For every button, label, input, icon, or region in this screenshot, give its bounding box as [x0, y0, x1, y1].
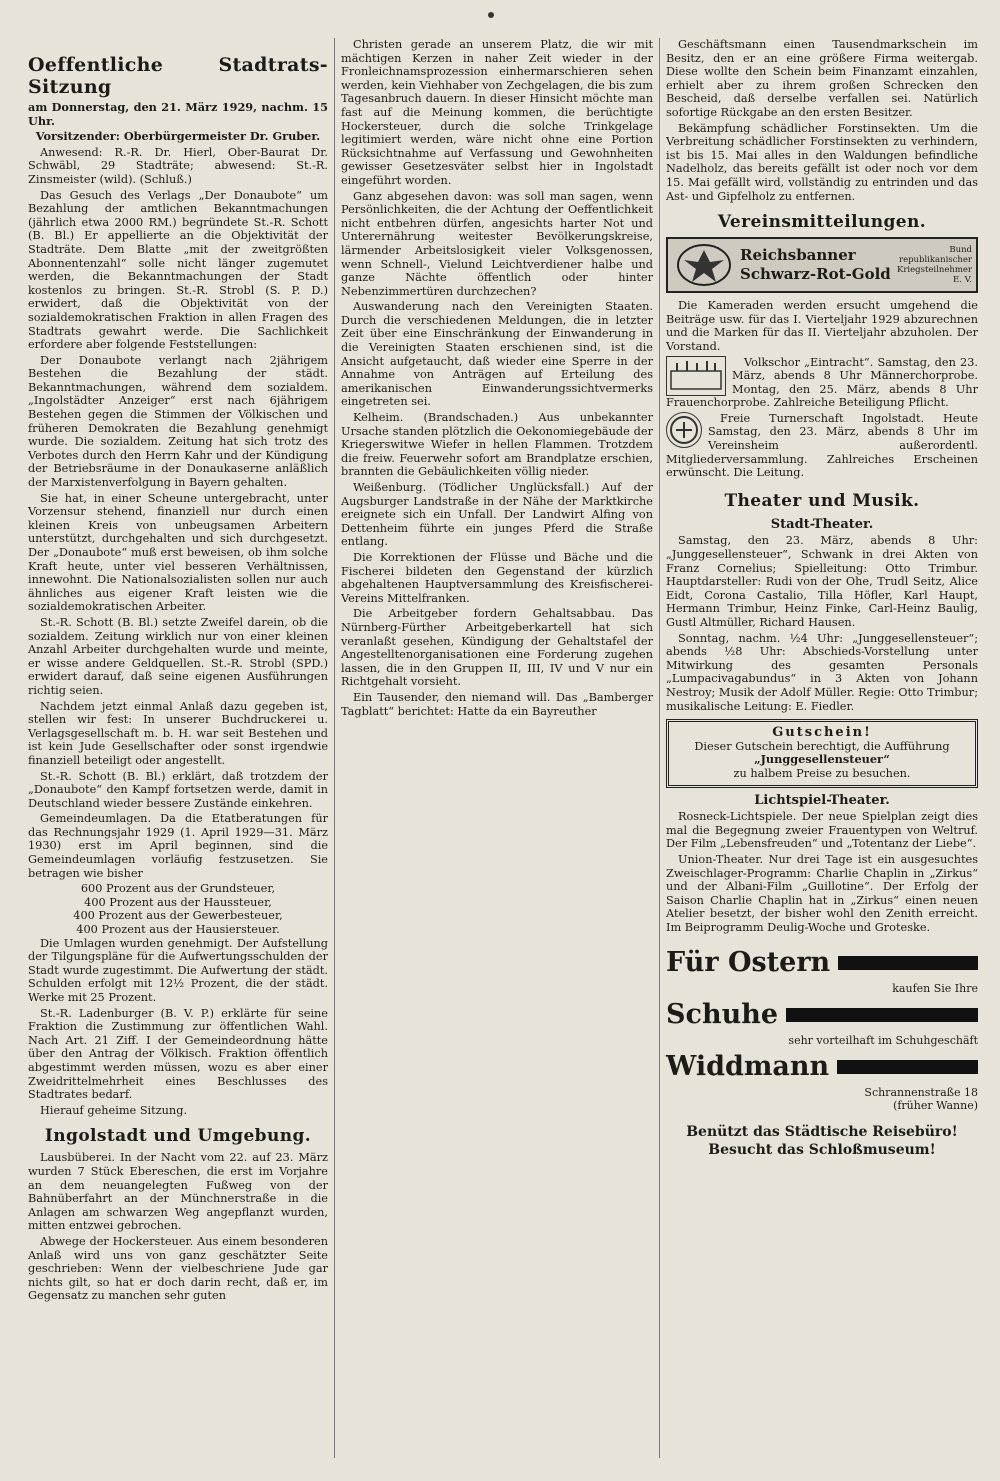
news-weissenburg: Weißenburg. (Tödlicher Unglücksfall.) Auf der Augsburger Landstraße in der Nähe der Marktkirche ereignete sich ein Unfall. Der Landwirt Alfing von Dettenheim führte ein junges Pferd die Straße entlang. [341, 481, 653, 549]
council-present: Anwesend: R.-R. Dr. Hierl, Ober-Baurat Dr. Schwäbl, 29 Stadträte; abwesend: St.-R. Zinsmeister (wild). (Schluß.) [28, 145, 328, 186]
ad-bar [786, 1008, 978, 1022]
council-paragraph-7: Gemeindeumlagen. Da die Etatberatungen für das Rechnungsjahr 1929 (1. April 1929—31. März 1930) erst im April beginnen, sind die Gemeindeumlagen vorläufig festzusetzen. Sie betragen wie bisher [28, 812, 328, 880]
print-mark [488, 12, 494, 18]
ad-row-1 [666, 944, 978, 982]
banner-subtitle: Bund republikanischer Kriegsteilnehmer E. V. [897, 245, 972, 286]
voucher-line-3: zu halbem Preise zu besuchen. [733, 766, 911, 780]
voucher-box [666, 719, 978, 787]
banner-name-line-1: Reichsbanner [740, 246, 856, 265]
column-3 [660, 38, 984, 1458]
voucher-title: Gutschein! [772, 725, 872, 741]
council-paragraph-8: Die Umlagen wurden genehmigt. Der Aufstellung der Tilgungspläne für die Aufwertungsschulden der Stadt wurde zugestimmt. Die Aufwertung der städt. Schulden erfolgt mit 12½ Prozent, die der städt. Werke mit 25 Prozent. [28, 936, 328, 1004]
local-news-2: Abwege der Hockersteuer. Aus einem besonderen Anlaß wird uns von ganz geschätzter Seite geschrieben: Wenn der vielbeschriene Jude gar nichts gilt, so hat er doch darin recht, daß er, im Gegensatz zu manchen sehr guten [28, 1234, 328, 1303]
choir-notice-block [666, 356, 978, 412]
news-fisheries: Die Korrektionen der Flüsse und Bäche und die Fischerei bildeten den Gegenstand der kürzlich abgehaltenen Hauptversammlung des Kreisfischerei-Vereins Mittelfranken. [341, 550, 653, 605]
theater-sunday: Sonntag, nachm. ½4 Uhr: „Junggesellensteuer“; abends ½8 Uhr: Abschieds-Vorstellung unter Mitwirkung des gesamten Personals „Lumpacivagabundus“ in 3 Akten von Johann Nestroy; Musik der Adolf Müller. Regie: Otto Trimbur; musikalische Leitung: E. Fiedler. [666, 631, 978, 713]
ad-bar [838, 956, 978, 970]
association-notice-1: Die Kameraden werden ersucht umgehend die Beiträge usw. für das I. Vierteljahr 1929 abzurechnen und die Marken für das II. Vierteljahr abzuholen. Der Vorstand. [666, 299, 978, 353]
reichsbanner-banner [666, 237, 978, 293]
gym-notice-block [666, 412, 978, 482]
council-paragraph-9: St.-R. Ladenburger (B. V. P.) erklärte für seine Fraktion die Zustimmung zur öffentlichen Wahl. Nach Art. 21 Ziff. I der Gemeindeordnung hätte über den Antrag der Völkisch. Fraktion öffentlich abgestimmt werden müssen, wozu es aber einer Zweidrittelmehrheit eines Beschlusses des Stadtrates bedarf. [28, 1006, 328, 1102]
cinema-union: Union-Theater. Nur drei Tage ist ein ausgesuchtes Zweischlager-Programm: Charlie Chaplin in „Zirkus“ und der Albani-Film „Guillotine“. Der Erfolg der Saison Charlie Chaplin hat in „Zirkus“ einen neuen Atelier besetzt, der bisher wohl den Zenith erreicht. Im Beiprogramm Deulig-Woche und Groteske. [666, 852, 978, 934]
ad-address-note: (früher Wanne) [893, 1099, 978, 1113]
ad-buy-text: kaufen Sie Ihre [892, 982, 978, 996]
rate-line: 400 Prozent aus der Haussteuer, [84, 895, 272, 909]
council-end: Hierauf geheime Sitzung. [40, 1103, 188, 1117]
news-emigration: Auswanderung nach den Vereinigten Staaten. Durch die verschiedenen Meldungen, die in letzter Zeit über eine Einschränkung der Einwanderung in die Vereinigten Staaten erschienen sind, ist die Ansicht aufgetaucht, daß wieder eine Sperre in der Annahme von Anträgen auf Erteilung des amerikanischen Einwanderungssichtvermerks eingetreten sei. [341, 300, 653, 409]
council-date: am Donnerstag, den 21. März 1929, nachm. 15 Uhr. [28, 100, 328, 128]
news-salaries: Die Arbeitgeber fordern Gehaltsabbau. Das Nürnberg-Fürther Arbeitgeberkartell hat sich veranlaßt gesehen, Kündigung der Gehaltstafel der Angestelltenorganisationen eine Forderung zugehen lassen, die in den Gruppen II, III, IV und V nur ein Richtgehalt vorsieht. [341, 607, 653, 689]
ad-shop-text: sehr vorteilhaft im Schuhgeschäft [788, 1034, 978, 1048]
voucher-play-title: „Junggesellensteuer“ [754, 752, 890, 767]
council-paragraph-1: Das Gesuch des Verlags „Der Donaubote“ um Bezahlung der amtlichen Bekanntmachungen (jährlich etwa 2000 RM.) begründete St.-R. Schott (B. Bl.) Er appellierte an die Objektivität der Stadträte. Dem Blatte „mit der zweitgrößten Abonnentenzahl“ solle nicht länger zugemutet werden, die Bekanntmachungen der Stadt kostenlos zu bringen. St.-R. Strobl (S. P. D.) erwidert, daß die Objektivität von der sozialdemokratischen Fraktion in allen Fragen des Stadtrats gewahrt werde. Die Sachlichkeit erfordere aber folgende Feststellungen: [28, 188, 328, 352]
column-1 [22, 38, 335, 1458]
banner-name-line-2: Schwarz-Rot-Gold [740, 265, 891, 284]
ad-row-2 [666, 996, 978, 1034]
council-paragraph-3: Sie hat, in einer Scheune untergebracht, unter Vorzensur stehend, finanziell nur durch einen kleinen Kreis von unbeugsamen Arbeitern unterstützt, durchgehalten und sich durchgesetzt. Der „Donaubote“ muß erst beweisen, ob ihm solche Kraft heute, unter viel besseren Verhältnissen, innewohnt. Die Nationalsozialisten sollen nur auch ähnliches aus eigener Kraft leisten wie die sozialdemokratischen Arbeiter. [28, 491, 328, 614]
section-title-ingolstadt: Ingolstadt und Umgebung. [44, 1126, 312, 1147]
ad-shop-name: Widdmann [666, 1050, 830, 1082]
rate-line: 400 Prozent aus der Gewerbesteuer, [73, 909, 283, 923]
council-paragraph-5: Nachdem jetzt einmal Anlaß dazu gegeben ist, stellen wir fest: In unserer Buchdruckerei u. Verlagsgesellschaft m. b. H. war seit Bestehen und ist kein Jude Gesellschafter oder sonst irgendwie finanziell beteiligt oder angestellt. [28, 699, 328, 767]
rate-line: 600 Prozent aus der Grundsteuer, [80, 882, 276, 896]
ad-address: Schrannenstraße 18 [864, 1085, 978, 1099]
ad-row-3 [666, 1048, 978, 1086]
section-title-associations: Vereinsmitteilungen. [717, 212, 927, 233]
city-theater-title: Stadt-Theater. [770, 516, 874, 532]
eagle-icon [674, 242, 734, 288]
columns [22, 38, 984, 1458]
gym-logo-icon [666, 412, 702, 448]
ad-headline-shoes: Schuhe [666, 999, 779, 1031]
cinema-rosneck: Rosneck-Lichtspiele. Der neue Spielplan zeigt dies mal die Begegnung zweier Frauentypen von Weltruf. Der Film „Lebensfreuden“ und „Totentanz der Liebe“. [666, 810, 978, 851]
choir-logo-icon [666, 356, 726, 396]
council-paragraph-2: Der Donaubote verlangt nach 2jährigem Bestehen die Bezahlung der städt. Bekanntmachungen, während dem sozialdem. „Ingolstädter Anzeiger“ erst nach 6jährigem Bestehen gegen die Stimmen der Völkischen und früheren Demokraten die Bezahlung genehmigt wurde. Die sozialdem. Zeitung hat sich trotz des Verbotes durch den Herrn Kahr und der Kündigung der Betriebsräume in der Donaukaserne anläßlich der Marxistenverfolgung in Bayern gehalten. [28, 353, 328, 490]
council-chair: Vorsitzender: Oberbürgermeister Dr. Gruber. [35, 129, 321, 144]
continued-text-1: Christen gerade an unserem Platz, die wir mit mächtigen Kerzen in naher Zeit wieder in der Fronleichnamsprozession einhermarschieren sehen werden, kein Viehhaber von Zechgelagen, die bis zum Tagesanbruch dauern. In dieser Hinsicht möchte man fast auf die Meinung kommen, die berüchtigte Hockersteuer, durch die solche Trinkgelage legitimiert werden, wäre nicht ohne eine Portion Rücksichtnahme auf Verfassung und Gewohnheiten gewisser Gesetzesväter selbst hier in Ingolstadt eingeführt worden. [341, 38, 653, 187]
banner-name [740, 246, 892, 284]
banknote-continued: Geschäftsmann einen Tausendmarkschein im Besitz, den er an eine größere Firma weitergab. Diese wollte den Schein beim Finanzamt einzahlen, erhielt aber zu ihrem großen Schrecken den Bescheid, daß derselbe verfallen sei. Natürlich sofortige Rückgabe an den ersten Besitzer. [666, 38, 978, 119]
shoe-advertisement [666, 944, 978, 1112]
column-2 [335, 38, 660, 1458]
ad-bar [837, 1060, 978, 1074]
cinema-title: Lichtspiel-Theater. [754, 792, 890, 808]
forest-insects: Bekämpfung schädlicher Forstinsekten. Um die Verbreitung schädlicher Forstinsekten zu verhindern, ist bis 15. Mai alles in den Waldungen befindliche Nadelholz, das bereits gefällt ist oder noch vor dem 15. Mai gefällt wird, vollständig zu entrinden und das Ast- und Gipfelholz zu entfernen. [666, 121, 978, 203]
section-title-theater: Theater und Musik. [724, 490, 920, 511]
article-title-council: Oeffentliche Stadtrats-Sitzung [28, 54, 328, 98]
ad-headline-easter: Für Ostern [666, 947, 831, 979]
footer-notice [666, 1123, 978, 1159]
continued-text-2: Ganz abgesehen davon: was soll man sagen, wenn Persönlichkeiten, die der Achtung der Oeffentlichkeit nicht entbehren dürfen, angesichts harter Not und Unterernährung weitester Bevölkerungskreise, lärmender Arbeitslosigkeit vieler Volksgenossen, wenn Schnell-, Vielund Leichtverdiener halbe und ganze Nächte öffentlich oder hinter Nebenzimmertüren durchzechen? [341, 189, 653, 298]
news-banknote: Ein Tausender, den niemand will. Das „Bamberger Tagblatt“ berichtet: Hatte da ein Bayreuther [341, 690, 653, 718]
council-paragraph-4: St.-R. Schott (B. Bl.) setzte Zweifel darein, ob die sozialdem. Zeitung wirklich nur von einer kleinen Anzahl Arbeiter durchgehalten wurde und meinte, er wisse andere Geldquellen. St.-R. Strobl (SPD.) erwidert darauf, daß seine eigenen Ausführungen richtig seien. [28, 615, 328, 697]
local-news-1: Lausbüberei. In der Nacht vom 22. auf 23. März wurden 7 Stück Ebereschen, die erst im Vorjahre an dem neuangelegten Fußweg von der Bahnüberfahrt an der Münchnerstraße in die Anlagen am schwarzen Weg angepflanzt wurden, mitten entzwei gebrochen. [28, 1151, 328, 1233]
theater-saturday: Samstag, den 23. März, abends 8 Uhr: „Junggesellensteuer“, Schwank in drei Akten von Franz Cornelius; Spielleitung: Otto Trimbur. Hauptdarsteller: Rudi von der Ohe, Trudl Seitz, Alice Eidt, Corona Castalio, Tilla Höfler, Karl Haupt, Hermann Trimbur, Heinz Finke, Carl-Heinz Baulig, Gustl Altmüller, Richard Hausen. [666, 534, 978, 629]
association-notice-3: Freie Turnerschaft Ingolstadt. Heute Samstag, den 23. März, abends 8 Uhr im Vereinsheim außerordentl. Mitgliederversammlung. Zahlreiches Erscheinen erwünscht. Die Leitung. [666, 411, 978, 480]
footer-travel-office: Benützt das Städtische Reisebüro! [686, 1123, 958, 1140]
news-kelheim: Kelheim. (Brandschaden.) Aus unbekannter Ursache standen plötzlich die Oekonomiegebäude der Kriegerswitwe Wiefer in hellen Flammen. Trotzdem die freiw. Feuerwehr sofort am Brandplatze erschien, brannten die Gebäulichkeiten völlig nieder. [341, 411, 653, 479]
council-paragraph-6: St.-R. Schott (B. Bl.) erklärt, daß trotzdem der „Donaubote“ den Kampf fortsetzen werde, damit in Deutschland wieder bessere Zustände einkehren. [28, 769, 328, 810]
rate-line: 400 Prozent aus der Hausiersteuer. [76, 923, 280, 937]
voucher-line-1: Dieser Gutschein berechtigt, die Aufführung [694, 739, 950, 753]
footer-museum: Besucht das Schloßmuseum! [708, 1141, 936, 1158]
association-notice-2: Volkschor „Eintracht“. Samstag, den 23. März, abends 8 Uhr Männerchorprobe. Montag, den 25. März, abends 8 Uhr Frauenchorprobe. Zahlreiche Beteiligung Pflicht. [666, 355, 978, 410]
